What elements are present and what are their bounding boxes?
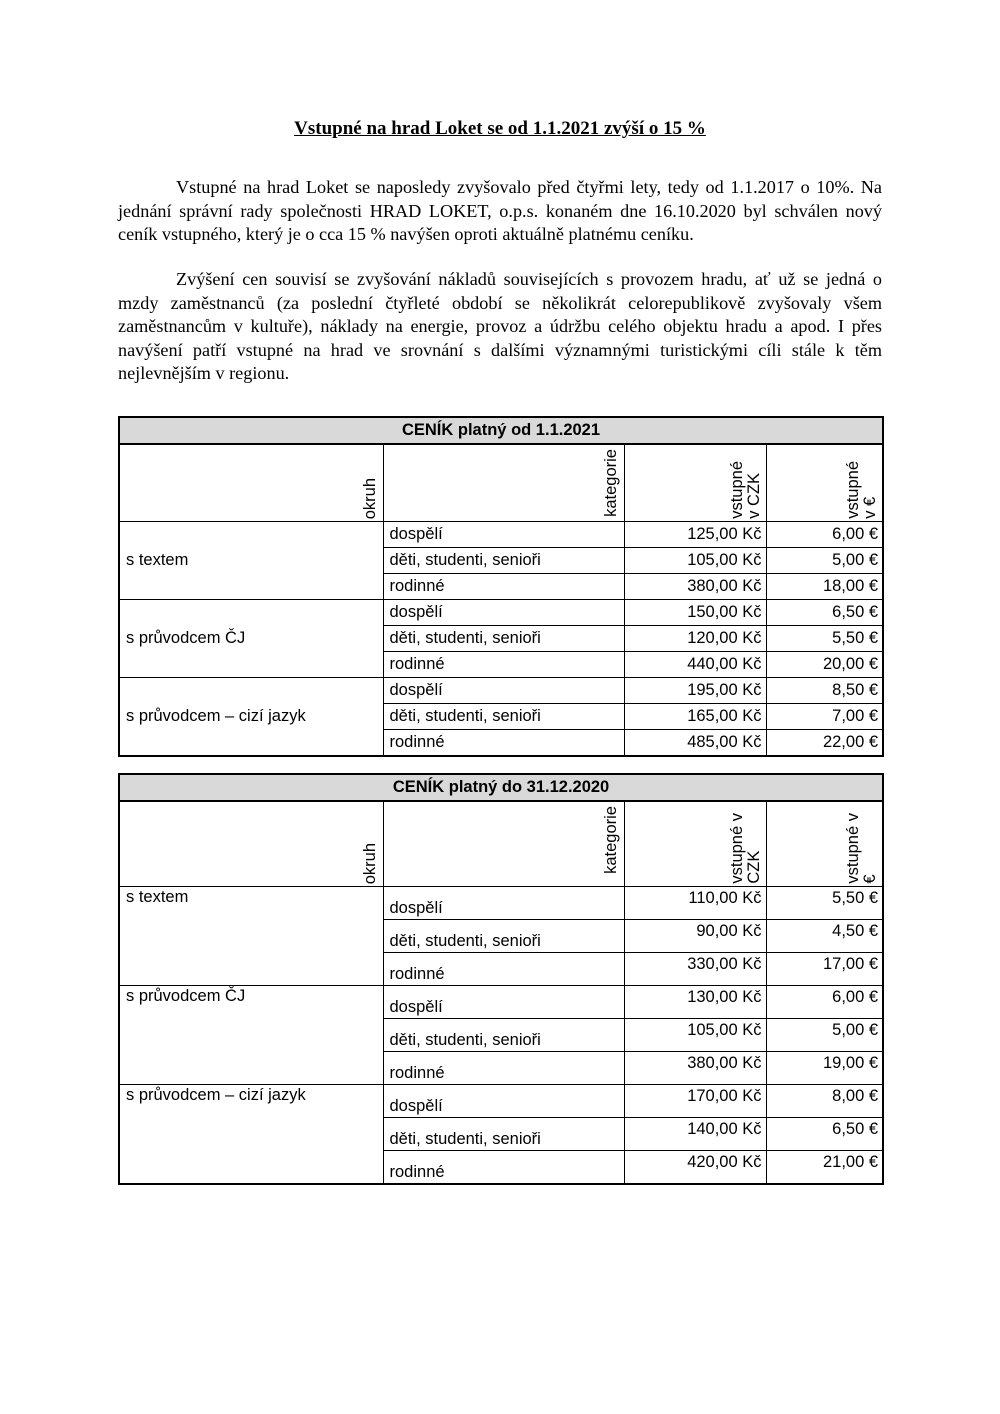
czk-cell: 120,00 Kč [624,626,766,652]
table-row [119,522,883,548]
price-table-2021 [118,416,884,757]
header-kategorie: kategorie [601,806,620,874]
eur-cell: 18,00 € [766,574,883,600]
czk-cell: 140,00 Kč [624,1118,766,1151]
eur-cell: 6,00 € [766,986,883,1019]
kategorie-cell: rodinné [383,1052,624,1085]
kategorie-cell: dospělí [383,678,624,704]
eur-cell: 6,00 € [766,522,883,548]
okruh-cell: s průvodcem ČJ [119,986,383,1085]
header-kategorie-cell [383,801,624,887]
eur-cell: 5,50 € [766,626,883,652]
header-kategorie-cell [383,444,624,522]
table-row [119,678,883,704]
header-eur: vstupné v € [844,461,880,519]
table-caption: CENÍK platný do 31.12.2020 [119,774,883,801]
czk-cell: 170,00 Kč [624,1085,766,1118]
eur-cell: 5,50 € [766,887,883,920]
paragraph-intro: Vstupné na hrad Loket se naposledy zvyšovalo před čtyřmi lety, tedy od 1.1.2017 o 10%. Na jednání správní rady společnosti HRAD LOKET, o.p.s. konaném dne 16.10.2020 byl schválen nový ceník vstupného, který je o cca 15 % navýšen oproti aktuálně platnému ceníku. [118,177,882,245]
header-czk-cell [624,444,766,522]
header-okruh-cell [119,801,383,887]
eur-cell: 8,00 € [766,1085,883,1118]
header-eur-cell [766,444,883,522]
eur-cell: 17,00 € [766,953,883,986]
kategorie-cell: dospělí [383,1085,624,1118]
header-czk: vstupné v CZK [727,813,763,884]
kategorie-cell: děti, studenti, senioři [383,1118,624,1151]
kategorie-cell: děti, studenti, senioři [383,548,624,574]
kategorie-cell: dospělí [383,600,624,626]
eur-cell: 20,00 € [766,652,883,678]
czk-cell: 440,00 Kč [624,652,766,678]
table-row [119,1085,883,1118]
header-kategorie: kategorie [601,449,620,517]
table-header-row [119,444,883,522]
czk-cell: 195,00 Kč [624,678,766,704]
kategorie-cell: rodinné [383,730,624,757]
kategorie-cell: děti, studenti, senioři [383,704,624,730]
eur-cell: 21,00 € [766,1151,883,1185]
czk-cell: 420,00 Kč [624,1151,766,1185]
kategorie-cell: rodinné [383,574,624,600]
header-okruh-cell [119,444,383,522]
kategorie-cell: děti, studenti, senioři [383,626,624,652]
table-header-row [119,801,883,887]
eur-cell: 5,00 € [766,548,883,574]
eur-cell: 7,00 € [766,704,883,730]
table-caption: CENÍK platný od 1.1.2021 [119,417,883,444]
eur-cell: 4,50 € [766,920,883,953]
eur-cell: 19,00 € [766,1052,883,1085]
czk-cell: 105,00 Kč [624,548,766,574]
czk-cell: 105,00 Kč [624,1019,766,1052]
kategorie-cell: děti, studenti, senioři [383,920,624,953]
paragraph-reasons: Zvýšení cen souvisí se zvyšování nákladů souvisejících s provozem hradu, ať už se jedná o mzdy zaměstnanců (za poslední čtyřleté období se několikrát celorepublikově zvyšovaly všem zaměstnancům v kultuře), náklady na energie, provoz a údržbu celého objektu hradu a apod. I přes navýšení patří vstupné na hrad ve srovnání s dalšími významnými turistickými cíli stále k těm nejlevnějším v regionu. [118,269,882,384]
kategorie-cell: dospělí [383,522,624,548]
eur-cell: 8,50 € [766,678,883,704]
czk-cell: 90,00 Kč [624,920,766,953]
kategorie-cell: rodinné [383,953,624,986]
okruh-cell: s průvodcem – cizí jazyk [119,678,383,757]
czk-cell: 150,00 Kč [624,600,766,626]
kategorie-cell: děti, studenti, senioři [383,1019,624,1052]
czk-cell: 380,00 Kč [624,574,766,600]
czk-cell: 165,00 Kč [624,704,766,730]
kategorie-cell: dospělí [383,986,624,1019]
header-czk-cell [624,801,766,887]
okruh-cell: s textem [119,522,383,600]
czk-cell: 380,00 Kč [624,1052,766,1085]
okruh-cell: s průvodcem – cizí jazyk [119,1085,383,1185]
page-title: Vstupné na hrad Loket se od 1.1.2021 zvýší o 15 % [294,118,706,139]
header-okruh: okruh [360,477,379,519]
czk-cell: 485,00 Kč [624,730,766,757]
czk-cell: 110,00 Kč [624,887,766,920]
kategorie-cell: rodinné [383,652,624,678]
header-eur-cell [766,801,883,887]
kategorie-cell: dospělí [383,887,624,920]
eur-cell: 6,50 € [766,1118,883,1151]
header-eur: vstupné v € [844,813,880,884]
okruh-cell: s textem [119,887,383,986]
table-row [119,887,883,920]
header-czk: vstupné v CZK [727,461,763,519]
czk-cell: 330,00 Kč [624,953,766,986]
table-row [119,600,883,626]
header-okruh: okruh [360,842,379,884]
czk-cell: 125,00 Kč [624,522,766,548]
price-table-2020 [118,773,884,1185]
eur-cell: 6,50 € [766,600,883,626]
okruh-cell: s průvodcem ČJ [119,600,383,678]
czk-cell: 130,00 Kč [624,986,766,1019]
eur-cell: 22,00 € [766,730,883,757]
table-row [119,986,883,1019]
kategorie-cell: rodinné [383,1151,624,1185]
eur-cell: 5,00 € [766,1019,883,1052]
